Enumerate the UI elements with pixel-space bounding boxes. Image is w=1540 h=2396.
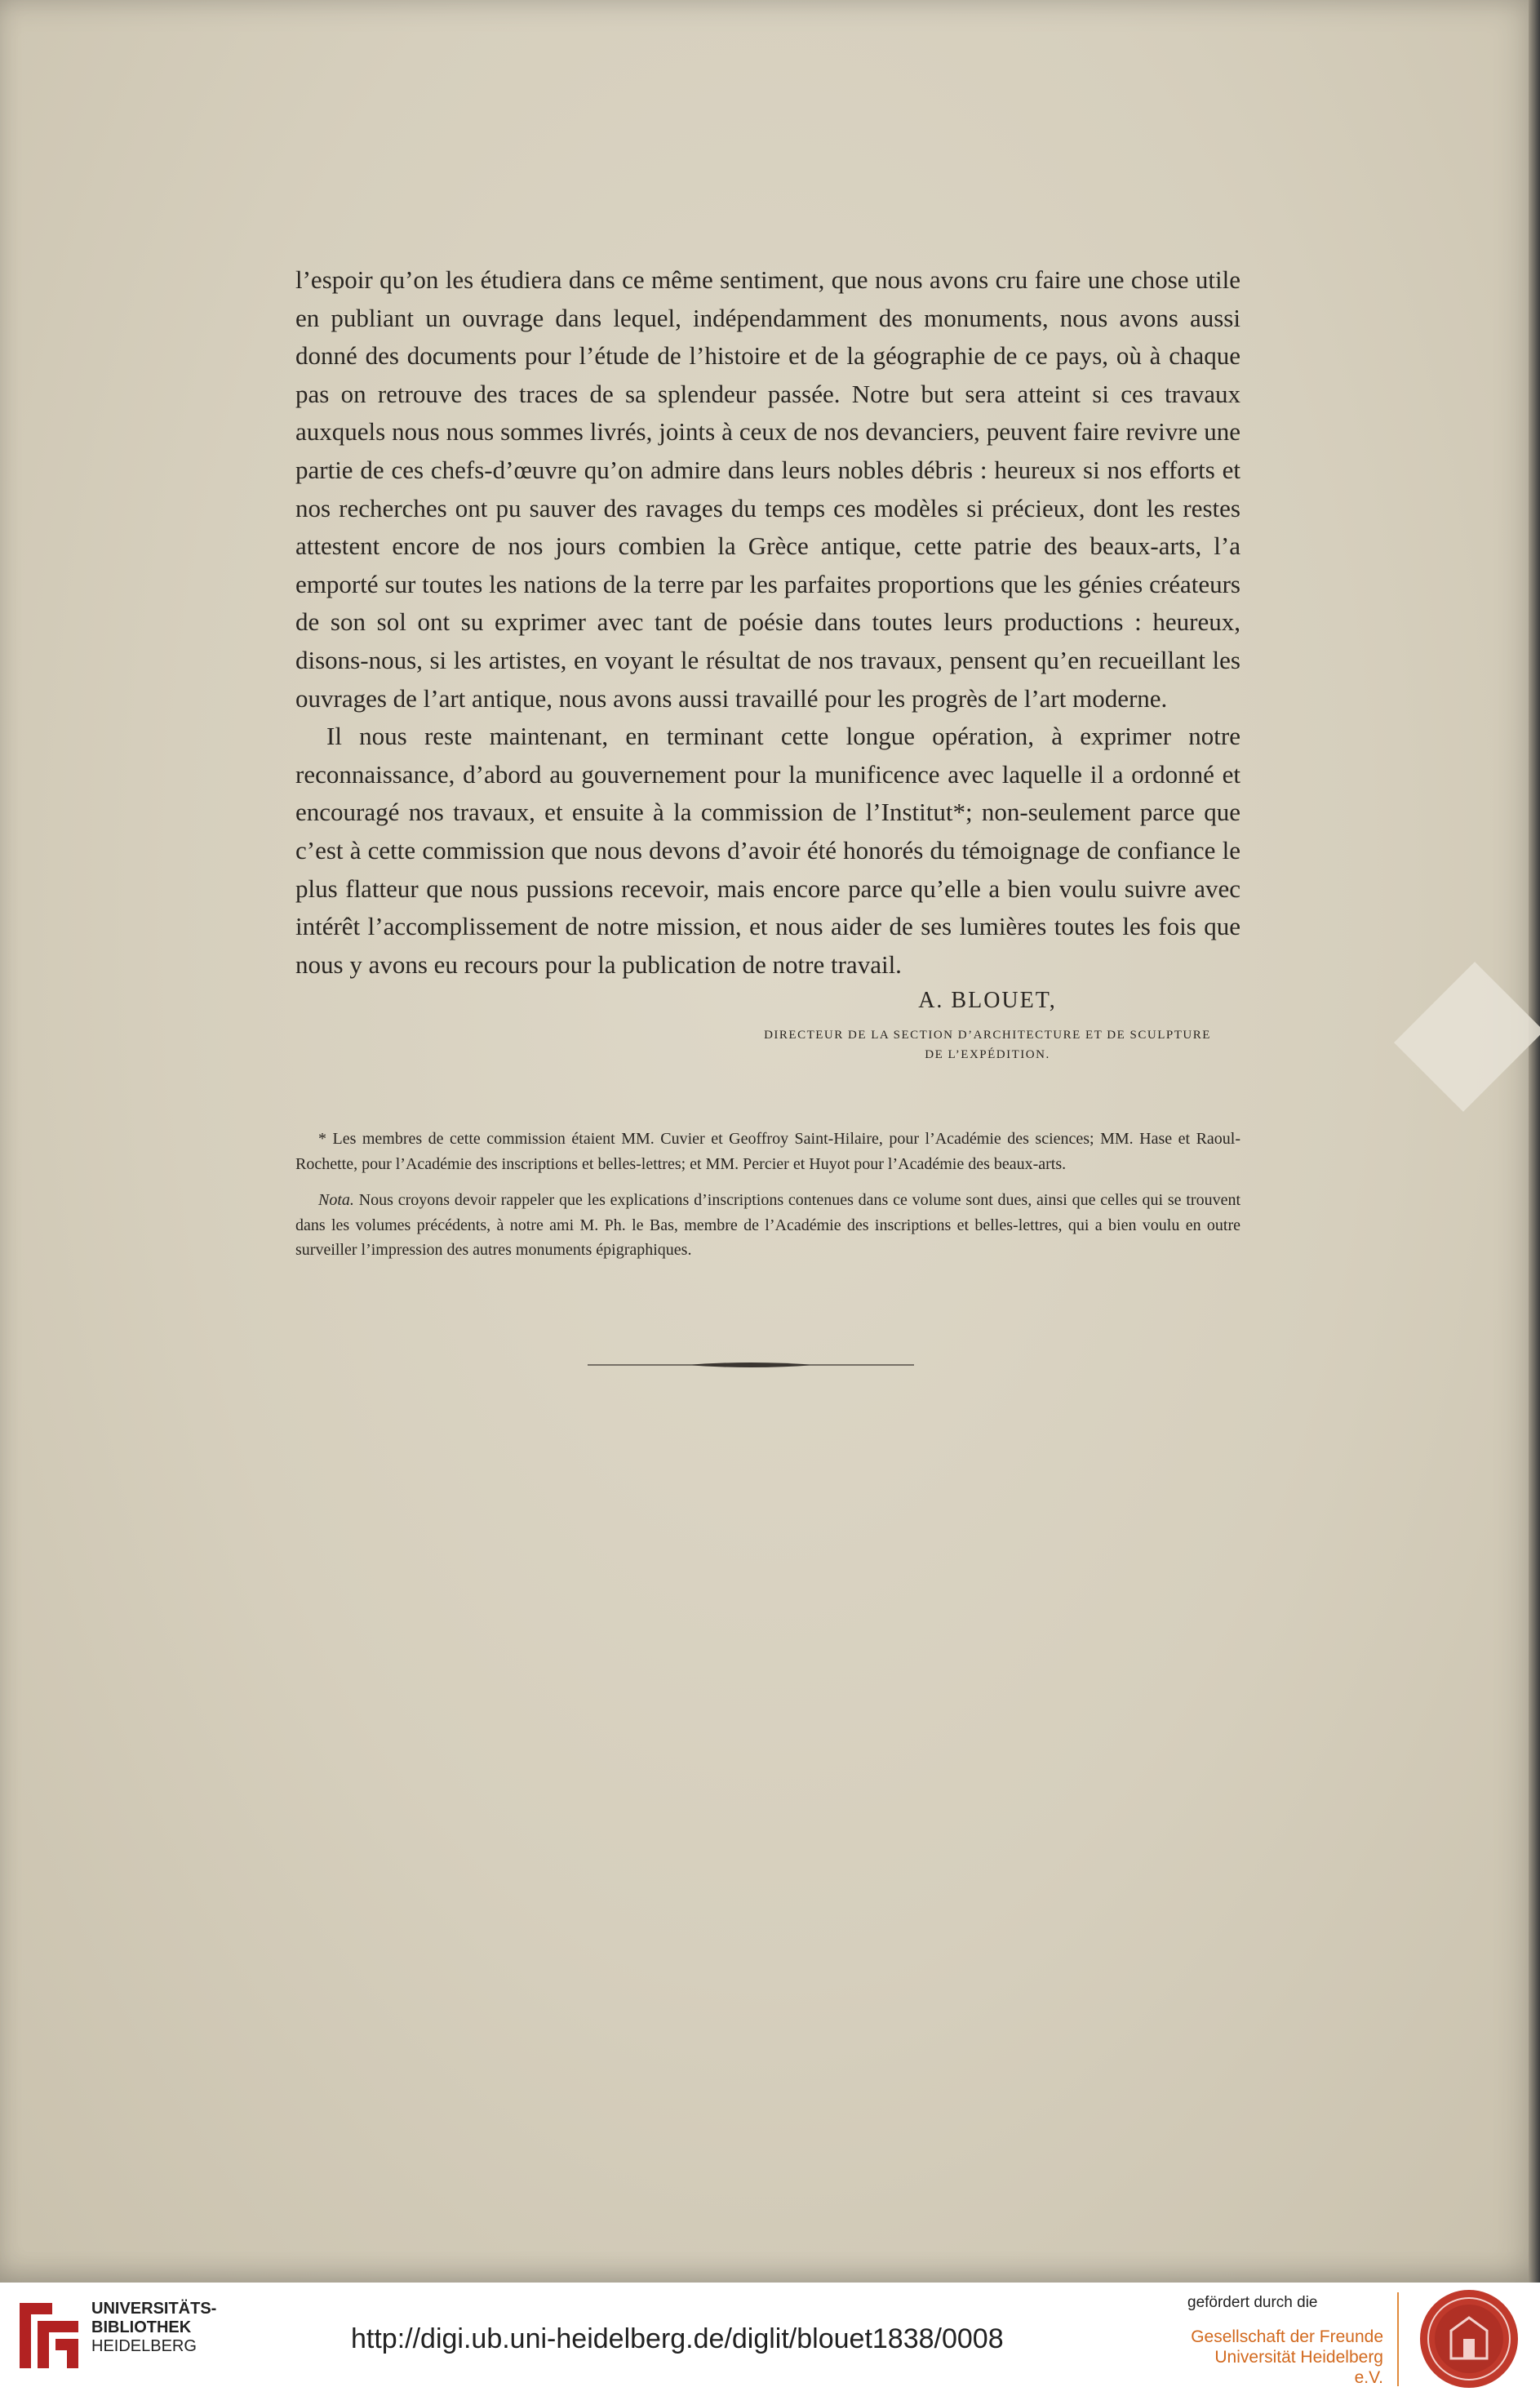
paragraph-1: l’espoir qu’on les étudiera dans ce même sentiment, que nous avons cru faire une chose utile en publiant un ouvrage dans lequel, indépendamment des monuments, nous avons aussi donné des documents pour l’étude de l’histoire et de la géographie de ce pays, où à chaque pas on retrouve des traces de sa splendeur passée. Notre but sera atteint si ces travaux auxquels nous nous sommes livrés, joints à ceux de nos devanciers, peuvent faire revivre une partie de ces chefs-d’œuvre qu’on admire dans leurs nobles débris : heureux si nos efforts et nos recherches ont pu sauver des ravages du temps ces modèles si précieux, dont les restes attestent encore de nos jours combien la Grèce antique, cette patrie des beaux-arts, l’a emporté sur toutes les nations de la terre par les parfaites proportions que les génies créateurs de son sol ont su exprimer avec tant de poésie dans toutes leurs productions : heureux, disons-nous, si les artistes, en voyant le résultat de nos travaux, pensent qu’en recueillant les ouvrages de l’art antique, nous avons aussi travaillé pour les progrès de l’art moderne. (295, 265, 1240, 713)
sponsor-block (1187, 2294, 1383, 2388)
university-seal-icon (1418, 2288, 1520, 2389)
page-edge-shadow (1529, 0, 1540, 2283)
ub-logo-icon (16, 2300, 82, 2372)
nota-label: Nota. (318, 1191, 354, 1209)
signature-title-line-1: DIRECTEUR DE LA SECTION D’ARCHITECTURE ET DE SCULPTURE (764, 1029, 1211, 1042)
permalink-url[interactable]: http://digi.ub.uni-heidelberg.de/diglit/blouet1838/0008 (351, 2323, 1004, 2354)
nota-text: Nous croyons devoir rappeler que les explications d’inscriptions contenues dans ce volume sont dues, ainsi que celles qui se trouvent dans les volumes précédents, à notre ami M. Ph. le Bas, membre de l’Académie des inscriptions et belles-lettres, qui a bien voulu en outre surveiller l’impression des autres monuments épigraphiques. (295, 1191, 1240, 1259)
sponsor-label: gefördert durch die (1187, 2294, 1318, 2311)
ornament-rule (588, 1359, 914, 1371)
sponsor-name-2: Universität Heidelberg e.V. (1214, 2348, 1383, 2387)
sponsor-divider (1397, 2292, 1399, 2386)
signature-name: A. BLOUET, (918, 988, 1057, 1013)
signature-block (734, 988, 1240, 1065)
library-line-2: BIBLIOTHEK (91, 2318, 192, 2336)
footnote-nota (295, 1188, 1240, 1263)
footnotes (295, 1127, 1240, 1274)
library-name (91, 2300, 216, 2356)
sponsor-name-1: Gesellschaft der Freunde (1191, 2327, 1383, 2346)
main-text (295, 261, 1240, 984)
signature-title-line-2: DE L’EXPÉDITION. (925, 1048, 1050, 1061)
library-line-1: UNIVERSITÄTS- (91, 2300, 217, 2318)
paragraph-2: Il nous reste maintenant, en terminant cette longue opération, à exprimer notre reconnaissance, d’abord au gouvernement pour la munificence avec laquelle il a ordonné et encouragé nos travaux, et ensuite à la commission de l’Institut*; non-seulement parce que c’est à cette commission que nous devons d’avoir été honorés du témoignage de confiance le plus flatteur que nous pussions recevoir, mais encore parce qu’elle a bien voulu suivre avec intérêt l’accomplissement de notre mission, et nous aider de ses lumières toutes les fois que nous y avons eu recours pour la publication de notre travail. (295, 722, 1240, 979)
footnote-commission: * Les membres de cette commission étaient MM. Cuvier et Geoffroy Saint-Hilaire, pour l’Académie des sciences; MM. Hase et Raoul-Rochette, pour l’Académie des inscriptions et belles-lettres; et MM. Percier et Huyot pour l’Académie des beaux-arts. (295, 1130, 1240, 1173)
library-line-3: HEIDELBERG (91, 2337, 197, 2355)
